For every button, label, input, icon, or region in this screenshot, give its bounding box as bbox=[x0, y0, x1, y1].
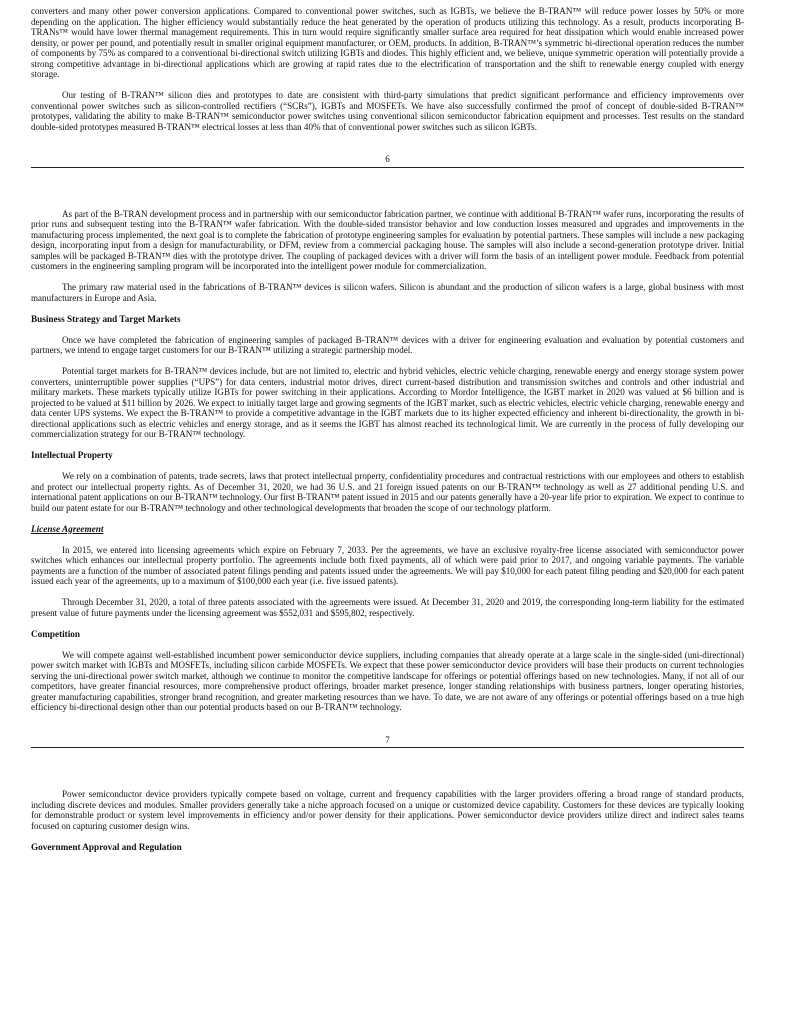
heading-business-strategy: Business Strategy and Target Markets bbox=[31, 313, 181, 324]
paragraph-engineering-samples: Once we have completed the fabrication of engineering samples of packaged B-TRAN™ devices with a driver for engineering evaluation and evaluation by potential customers and partners, we intend to engage target customers for our B-TRAN™ utilizing a strategic partnership model. bbox=[31, 334, 744, 355]
paragraph-patents: We rely on a combination of patents, trade secrets, laws that protect intellectual property, confidentiality procedures and contractual restrictions with our employees and others to establish and protect our intellectual property rights. As of December 31, 2020, we had 36 U.S. and 21 foreign issued patents on our B-TRAN™ technology as well as 27 additional pending U.S. and international patent applications on our B-TRAN™ technology. Our first B-TRAN™ patent issued in 2015 and our patents generally have a 20-year life prior to expiration. We expect to continue to build our patent estate for our B-TRAN™ technology and other technological developments that broaden the scope of our technology platform. bbox=[31, 471, 744, 513]
heading-license-agreement: License Agreement bbox=[31, 523, 104, 534]
paragraph-liability: Through December 31, 2020, a total of three patents associated with the agreements were issued. At December 31, 2020 and 2019, the corresponding long-term liability for the estimated present value of future payments under the licensing agreement was $552,031 and $595,802, respectively. bbox=[31, 597, 744, 618]
heading-intellectual-property: Intellectual Property bbox=[31, 450, 113, 460]
paragraph-testing: Our testing of B-TRAN™ silicon dies and prototypes to date are consistent with third-party simulations that predict significant performance and efficiency improvements over conventional power switches such as silicon-controlled rectifiers (“SCRs”), IGBTs and MOSFETs. We have also successfully confirmed the proof of concept of double-sided B-TRAN™ prototypes, validating the ability to make B-TRAN™ semiconductor power switches using conventional silicon semiconductor fabrication equipment and processes. Test results on the standard double-sided prototypes measured B-TRAN™ electrical losses at less than 40% that of conventional power switches such as silicon IGBTs. bbox=[31, 90, 744, 132]
paragraph-competitors: We will compete against well-established incumbent power semiconductor device suppliers, including companies that already operate at a large scale in the single-sided (uni-directional) power switch market with IGBTs and MOSFETs, including silicon carbide MOSFETs. We expect that these power semiconductor device providers will base their products on current technologies serving the uni-directional power switch market, although we continue to monitor the competitive landscape for offerings or potential offerings based on new technologies. Many, if not all of our competitors, have greater financial resources, more comprehensive product offerings, broader market presence, longer standing relationships with business partners, longer operating histories, greater manufacturing capabilities, stronger brand recognition, and greater marketing resources than we have. To date, we are not aware of any offerings or potential offerings based on a true high efficiency bi-directional design other than our potential products based on our B-TRAN™ technology. bbox=[31, 649, 744, 712]
paragraph-target-markets: Potential target markets for B-TRAN™ devices include, but are not limited to, electric and hybrid vehicles, electric vehicle charging, renewable energy and energy storage system power converters, uninterruptible power supplies (“UPS”) for data centers, industrial motor drives, direct current-based distribution and transmission switches and controls and other industrial and military markets. These markets typically utilize IGBTs for power switching in their applications. According to Mordor Intelligence, the IGBT market in 2020 was valued at $6 billion and is projected to be valued at $11 billion by 2026. We expect to initially target large and growing segments of the IGBT market, such as electric vehicles, electric vehicle charging, renewable energy and data center UPS systems. We expect the B-TRAN™ to provide a competitive advantage in the IGBT markets due to its higher expected efficiency and inherent bi-directionality, the growth in bi-directional applications such as electric vehicles and energy storage, and as it seems the IGBT has almost reached its technological limit. We are currently in the process of fully developing our commercialization strategy for our B-TRAN™ technology. bbox=[31, 366, 744, 439]
heading-competition: Competition bbox=[31, 628, 80, 639]
page-number-6: 6 bbox=[385, 154, 390, 164]
heading-government-approval: Government Approval and Regulation bbox=[31, 841, 182, 852]
paragraph-raw-material: The primary raw material used in the fabrications of B-TRAN™ devices is silicon wafers. Silicon is abundant and the production of silicon wafers is a large, global business with most manufacturers in Europe and Asia. bbox=[31, 282, 744, 303]
paragraph-device-providers: Power semiconductor device providers typically compete based on voltage, current and frequency capabilities with the larger providers offering a broad range of standard products, including discrete devices and modules. Smaller providers generally take a niche approach focused on a unique or customized device capability. Customers for these devices are typically looking for demonstrable product or system level improvements in efficiency and/or power density for their applications. Power semiconductor device providers utilize direct and indirect sales teams focused on capturing customer design wins. bbox=[31, 789, 744, 831]
document-page bbox=[31, 6, 744, 852]
paragraph-development: As part of the B-TRAN development process and in partnership with our semiconductor fabrication partner, we continue with additional B-TRAN™ wafer runs, incorporating the results of prior runs and subsequent testing into the B-TRAN™ wafer fabrication. With the double-sided transistor behavior and low conduction losses measured and upgrades and improvements in the manufacturing process implemented, the next goal is to complete the fabrication of prototype engineering samples for evaluation by potential partners. These samples will include a new packaging design, incorporating input from a design for manufacturability, or DFM, review from a commercial packaging house. The samples will also include a second-generation prototype driver. Initial samples will be packaged B-TRAN™ dies with the prototype driver. The coupling of packaged devices with a driver will form the basis of an intelligent power module. Feedback from potential customers in the engineering sampling program will be incorporated into the intelligent power module for commercialization. bbox=[31, 208, 744, 271]
paragraph-efficiency: converters and many other power conversion applications. Compared to conventional power switches, such as IGBTs, we believe the B-TRAN™ will reduce power losses by 50% or more depending on the application. The higher efficiency would substantially reduce the heat generated by the operation of products utilizing this technology. As a result, products incorporating B-TRANs™ would have lower thermal management requirements. This in turn would require significantly smaller surface area required for heat dissipation which would enable increased power density, or power per pound, and potentially result in smaller original equipment manufacturer, or OEM, products. In addition, B-TRAN™’s symmetric bi-directional operation reduces the number of components by 75% as compared to a conventional bi-directional switch utilizing IGBTs and diodes. This highly efficient and, we believe, unique symmetric operation will potentially provide a strong competitive advantage in bi-directional applications which are growing at rapid rates due to the electrification of transportation and the shift to renewable energy coupled with energy storage. bbox=[31, 6, 744, 79]
paragraph-licensing: In 2015, we entered into licensing agreements which expire on February 7, 2033. Per the agreements, we have an exclusive royalty-free license associated with semiconductor power switches which enhances our intellectual property portfolio. The agreements include both fixed payments, all of which were paid prior to 2017, and ongoing variable payments. The variable payments are a function of the number of associated patent filings pending and patents issued under the agreements. We will pay $10,000 for each patent filing pending and $20,000 for each patent issued each year of the agreements, up to a maximum of $100,000 each year (i.e. five issued patents). bbox=[31, 544, 744, 586]
page-number-7: 7 bbox=[385, 734, 390, 745]
